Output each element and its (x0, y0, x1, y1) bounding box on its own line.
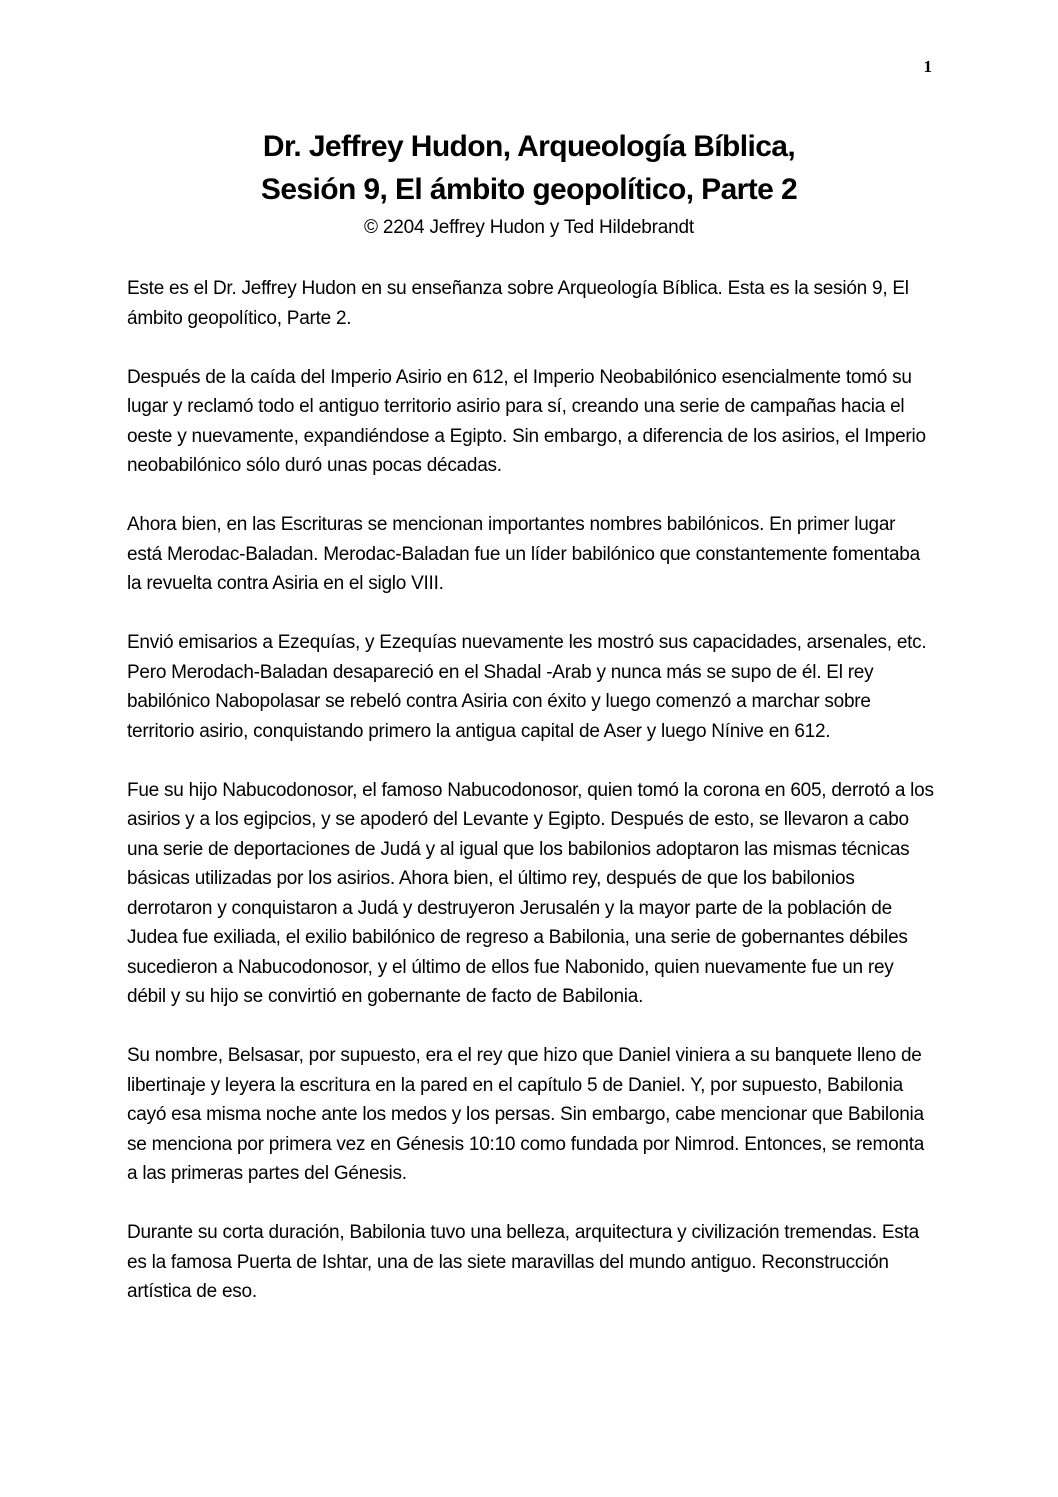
page-number: 1 (923, 57, 932, 76)
document-body (0, 274, 1058, 1307)
copyright-line: © 2204 Jeffrey Hudon y Ted Hildebrandt (364, 217, 694, 238)
paragraph: Durante su corta duración, Babilonia tuvo una belleza, arquitectura y civilización tremendas. Esta es la famosa Puerta de Ishtar, una de las siete maravillas del mundo antiguo. Reconstrucción artística de eso. (127, 1222, 919, 1302)
paragraph: Este es el Dr. Jeffrey Hudon en su enseñanza sobre Arqueología Bíblica. Esta es la sesión 9, El ámbito geopolítico, Parte 2. (127, 278, 909, 329)
paragraph: Después de la caída del Imperio Asirio en 612, el Imperio Neobabilónico esencialmente tomó su lugar y reclamó todo el antiguo territorio asirio para sí, creando una serie de campañas hacia el oeste y nuevamente, expandiéndose a Egipto. Sin embargo, a diferencia de los asirios, el Imperio neobabilónico sólo duró unas pocas décadas. (127, 366, 926, 476)
paragraph: Envió emisarios a Ezequías, y Ezequías nuevamente les mostró sus capacidades, arsenales, etc. Pero Merodach-Baladan desapareció en el Shadal -Arab y nunca más se supo de él. El rey babilónico Nabopolasar se rebeló contra Asiria con éxito y luego comenzó a marchar sobre territorio asirio, conquistando primero la antigua capital de Aser y luego Nínive en 612. (127, 632, 927, 742)
document-title-line-1: Dr. Jeffrey Hudon, Arqueología Bíblica, (262, 130, 796, 163)
paragraph: Fue su hijo Nabucodonosor, el famoso Nabucodonosor, quien tomó la corona en 605, derrotó a los asirios y a los egipcios, y se apoderó del Levante y Egipto. Después de esto, se llevaron a cabo una serie de deportaciones de Judá y al igual que los babilonios adoptaron las mismas técnicas básicas utilizadas por los asirios. Ahora bien, el último rey, después de que los babilonios derrotaron y conquistaron a Judá y destruyeron Jerusalén y la mayor parte de la población de Judea fue exiliada, el exilio babilónico de regreso a Babilonia, una serie de gobernantes débiles sucedieron a Nabucodonosor, y el último de ellos fue Nabonido, quien nuevamente fue un rey débil y su hijo se convirtió en gobernante de facto de Babilonia. (127, 779, 934, 1007)
paragraph: Ahora bien, en las Escrituras se mencionan importantes nombres babilónicos. En primer lugar está Merodac-Baladan. Merodac-Baladan fue un líder babilónico que constantemente fomentaba la revuelta contra Asiria en el siglo VIII. (127, 514, 920, 594)
document-title-line-2: Sesión 9, El ámbito geopolítico, Parte 2 (260, 173, 798, 206)
paragraph: Su nombre, Belsasar, por supuesto, era el rey que hizo que Daniel viniera a su banquete lleno de libertinaje y leyera la escritura en la pared en el capítulo 5 de Daniel. Y, por supuesto, Babilonia cayó esa misma noche ante los medos y los persas. Sin embargo, cabe mencionar que Babilonia se menciona por primera vez en Génesis 10:10 como fundada por Nimrod. Entonces, se remonta a las primeras partes del Génesis. (127, 1045, 925, 1184)
document-title (0, 125, 1058, 211)
